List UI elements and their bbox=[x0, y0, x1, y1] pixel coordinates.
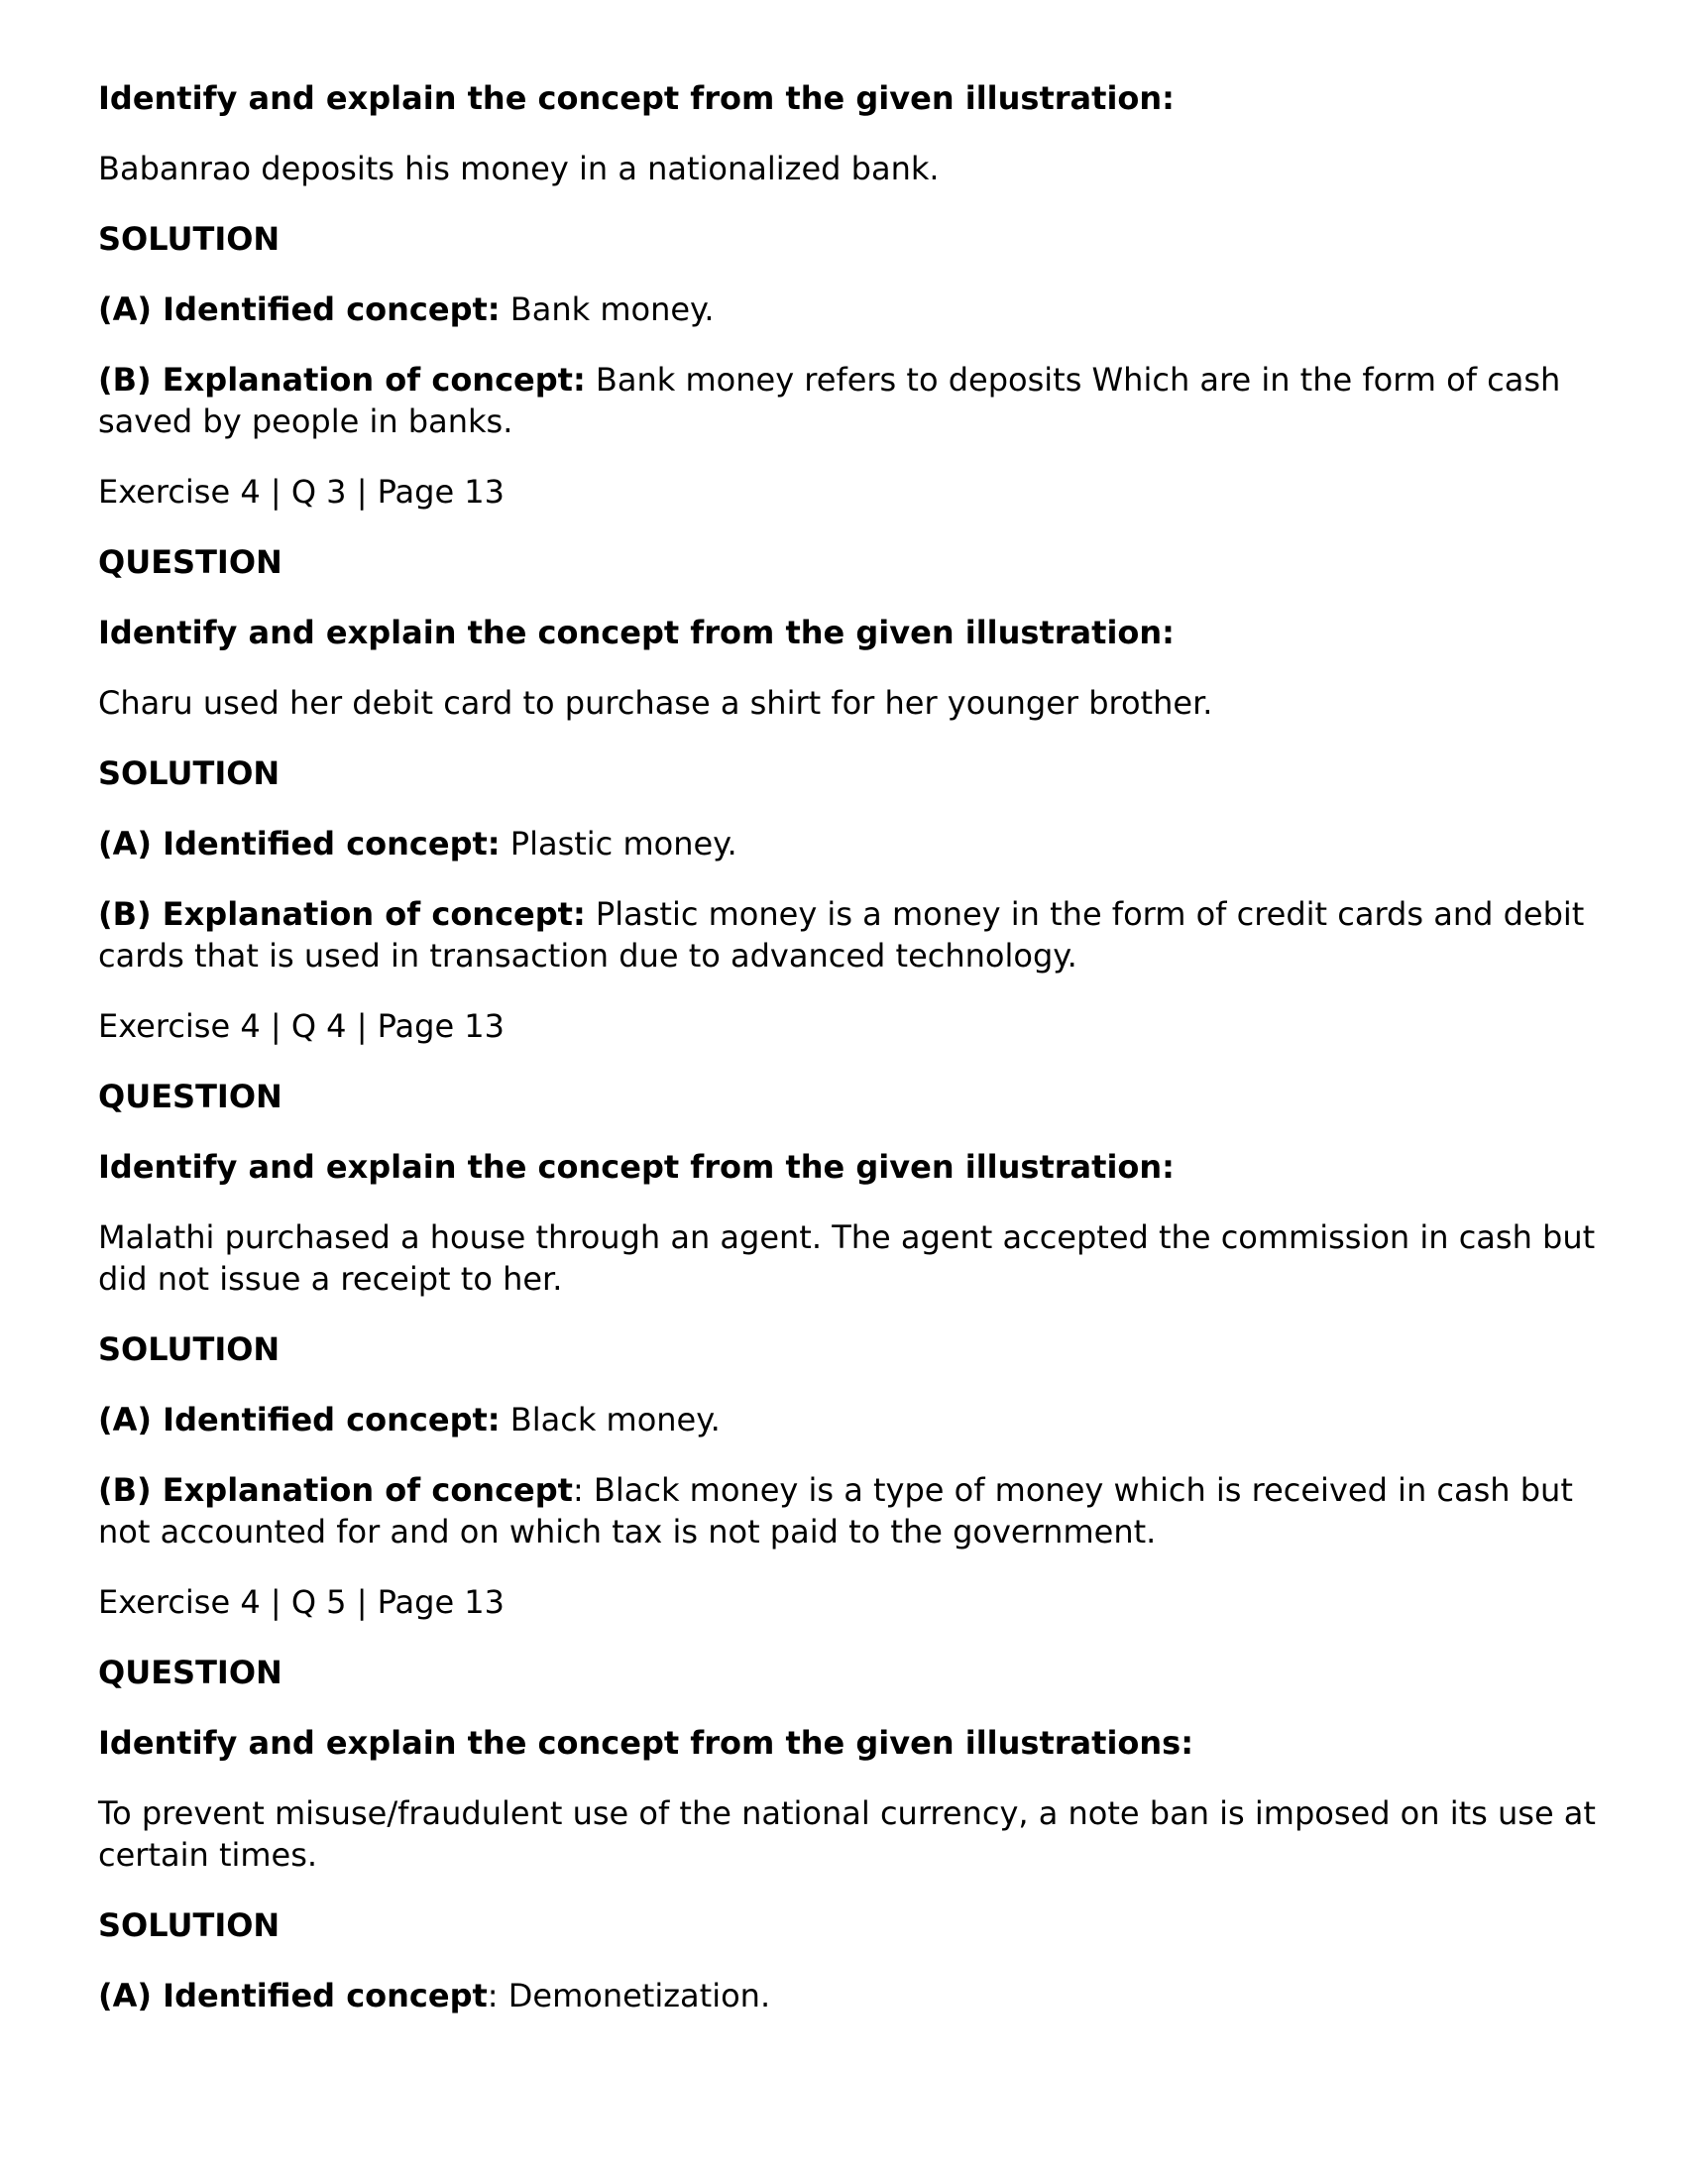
exercise-ref-text: Exercise 4 | Q 3 | Page 13 bbox=[98, 473, 506, 511]
prompt-text: Identify and explain the concept from the given illustration: bbox=[98, 79, 1175, 117]
solution-label: SOLUTION bbox=[98, 1330, 281, 1368]
prompt-text: Identify and explain the concept from the given illustrations: bbox=[98, 1724, 1194, 1762]
question-label: QUESTION bbox=[98, 1654, 282, 1691]
exercise-reference bbox=[98, 1005, 1605, 1047]
concept-explanation bbox=[98, 359, 1605, 442]
concept-label: (A) Identified concept bbox=[98, 1977, 488, 2014]
exercise-ref-text: Exercise 4 | Q 4 | Page 13 bbox=[98, 1007, 506, 1045]
exercise-reference bbox=[98, 1581, 1605, 1623]
identified-concept-line bbox=[98, 1975, 1605, 2016]
solution-heading bbox=[98, 752, 1605, 794]
question-heading bbox=[98, 1652, 1605, 1693]
explanation-line bbox=[98, 359, 1605, 442]
question-prompt bbox=[98, 77, 1605, 119]
explanation-value: Bank money refers to deposits Which are in the form of cash saved by people in banks. bbox=[98, 361, 1561, 440]
identified-concept bbox=[98, 823, 1605, 864]
explanation-label: (B) Explanation of concept: bbox=[98, 361, 586, 399]
solution-label: SOLUTION bbox=[98, 220, 281, 258]
illustration-text: To prevent misuse/fraudulent use of the national currency, a note ban is imposed on its use at certain times. bbox=[98, 1794, 1596, 1874]
illustration-text: Babanrao deposits his money in a nationalized bank. bbox=[98, 150, 940, 187]
solution-heading bbox=[98, 218, 1605, 260]
identified-concept-line bbox=[98, 1399, 1605, 1440]
identified-concept-line bbox=[98, 823, 1605, 864]
prompt-text: Identify and explain the concept from the given illustration: bbox=[98, 1148, 1175, 1186]
illustration bbox=[98, 148, 1605, 189]
concept-label: (A) Identified concept: bbox=[98, 825, 501, 862]
identified-concept bbox=[98, 1975, 1605, 2016]
concept-value: Black money. bbox=[500, 1401, 721, 1438]
question-heading bbox=[98, 541, 1605, 583]
identified-concept bbox=[98, 288, 1605, 330]
explanation-value: Plastic money is a money in the form of credit cards and debit cards that is used in transaction due to advanced technology. bbox=[98, 895, 1585, 975]
concept-label: (A) Identified concept: bbox=[98, 1401, 501, 1438]
concept-explanation bbox=[98, 1469, 1605, 1552]
explanation-value: : Black money is a type of money which is received in cash but not accounted for and on which tax is not paid to the government. bbox=[98, 1471, 1573, 1551]
illustration-text: Malathi purchased a house through an agent. The agent accepted the commission in cash but did not issue a receipt to her. bbox=[98, 1218, 1596, 1298]
explanation-label: (B) Explanation of concept bbox=[98, 1471, 573, 1509]
explanation-label: (B) Explanation of concept: bbox=[98, 895, 586, 933]
illustration bbox=[98, 682, 1605, 724]
solution-heading bbox=[98, 1328, 1605, 1370]
concept-value: Plastic money. bbox=[500, 825, 737, 862]
illustration bbox=[98, 1792, 1605, 1876]
concept-label: (A) Identified concept: bbox=[98, 290, 501, 328]
solution-heading bbox=[98, 1904, 1605, 1946]
illustration bbox=[98, 1216, 1605, 1300]
concept-explanation bbox=[98, 893, 1605, 977]
identified-concept-line bbox=[98, 288, 1605, 330]
exercise-reference bbox=[98, 471, 1605, 513]
concept-value: Bank money. bbox=[500, 290, 715, 328]
question-heading bbox=[98, 1076, 1605, 1117]
explanation-line bbox=[98, 893, 1605, 977]
question-label: QUESTION bbox=[98, 1078, 282, 1115]
question-prompt bbox=[98, 612, 1605, 653]
document-content bbox=[98, 77, 1605, 2045]
question-label: QUESTION bbox=[98, 543, 282, 581]
exercise-ref-text: Exercise 4 | Q 5 | Page 13 bbox=[98, 1583, 506, 1621]
question-prompt bbox=[98, 1722, 1605, 1764]
explanation-line bbox=[98, 1469, 1605, 1552]
prompt-text: Identify and explain the concept from the given illustration: bbox=[98, 614, 1175, 651]
identified-concept bbox=[98, 1399, 1605, 1440]
question-prompt bbox=[98, 1146, 1605, 1188]
solution-label: SOLUTION bbox=[98, 754, 281, 792]
solution-label: SOLUTION bbox=[98, 1906, 281, 1944]
illustration-text: Charu used her debit card to purchase a shirt for her younger brother. bbox=[98, 684, 1213, 722]
concept-value: : Demonetization. bbox=[487, 1977, 771, 2014]
